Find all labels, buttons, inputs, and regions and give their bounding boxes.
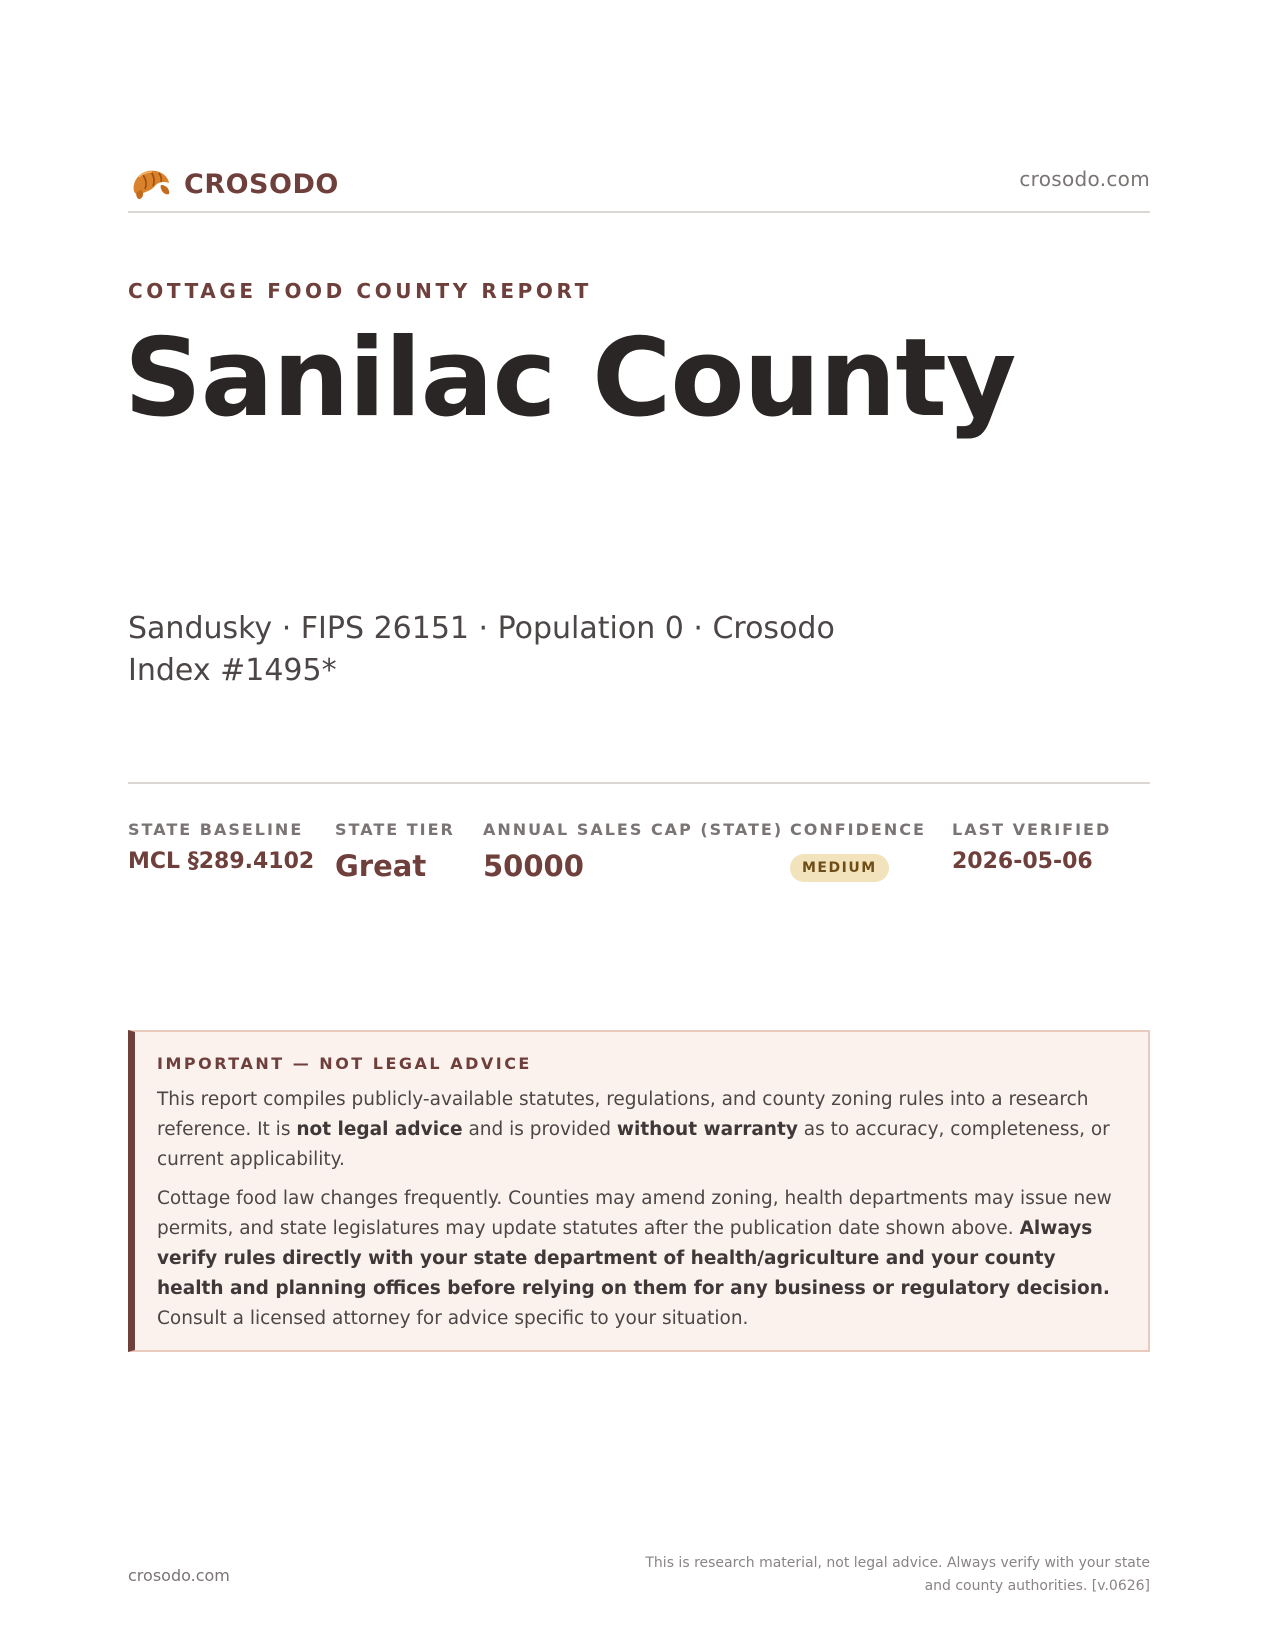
stat-value: MCL §289.4102: [128, 849, 315, 874]
notice-emphasis: not legal advice: [296, 1119, 463, 1140]
legal-notice: [128, 1030, 1150, 1352]
confidence-badge: MEDIUM: [790, 854, 889, 882]
stat-state-baseline: [128, 820, 314, 874]
stat-value: 50000: [483, 849, 584, 883]
notice-emphasis: without warranty: [616, 1119, 798, 1140]
notice-title: IMPORTANT — NOT LEGAL ADVICE: [157, 1054, 532, 1073]
report-subtitle: Sandusky · FIPS 26151 · Population 0 · Crosodo Index #1495*: [128, 611, 835, 688]
notice-text: and is provided: [462, 1119, 617, 1140]
stat-confidence: [790, 820, 926, 882]
stat-label: LAST VERIFIED: [952, 820, 1112, 839]
stat-state-tier: [335, 820, 455, 883]
stat-value: 2026-05-06: [952, 849, 1093, 874]
page-title: Sanilac County: [124, 316, 1016, 441]
report-page: [124, 0, 1150, 1650]
stat-annual-sales-cap: [483, 820, 783, 883]
stats-divider: [128, 782, 1150, 784]
notice-text: Cottage food law changes frequently. Counties may amend zoning, health departments may issue new permits, and state legislatures may update statutes after the publication date shown above.: [157, 1188, 1112, 1239]
stat-label: STATE TIER: [335, 820, 455, 839]
site-url-link[interactable]: crosodo.com: [1019, 167, 1150, 191]
stat-label: ANNUAL SALES CAP (STATE): [483, 820, 784, 839]
notice-paragraph: [157, 1184, 1124, 1334]
footer-site-url[interactable]: crosodo.com: [128, 1566, 230, 1585]
report-eyebrow: COTTAGE FOOD COUNTY REPORT: [128, 279, 592, 303]
stat-label: STATE BASELINE: [128, 820, 304, 839]
notice-paragraph: [157, 1085, 1124, 1175]
notice-text: Consult a licensed attorney for advice specific to your situation.: [157, 1308, 749, 1329]
stat-value: Great: [335, 849, 427, 883]
stat-last-verified: [952, 820, 1111, 874]
brand[interactable]: [128, 161, 339, 207]
notice-text: as to accuracy, completeness, or current applicability.: [157, 1119, 1110, 1170]
footer-disclaimer: This is research material, not legal advice. Always verify with your state and county authorities. [v.0626]: [645, 1555, 1150, 1594]
croissant-icon: [128, 161, 174, 207]
stat-label: CONFIDENCE: [790, 820, 926, 839]
brand-name: CROSODO: [184, 168, 339, 200]
page-header: [128, 155, 1150, 213]
notice-emphasis: Always verify rules directly with your state department of health/agriculture and your county health and planning offices before relying on them for any business or regulatory decision.: [157, 1218, 1110, 1299]
notice-text: This report compiles publicly-available statutes, regulations, and county zoning rules into a research reference. It is: [157, 1089, 1089, 1140]
